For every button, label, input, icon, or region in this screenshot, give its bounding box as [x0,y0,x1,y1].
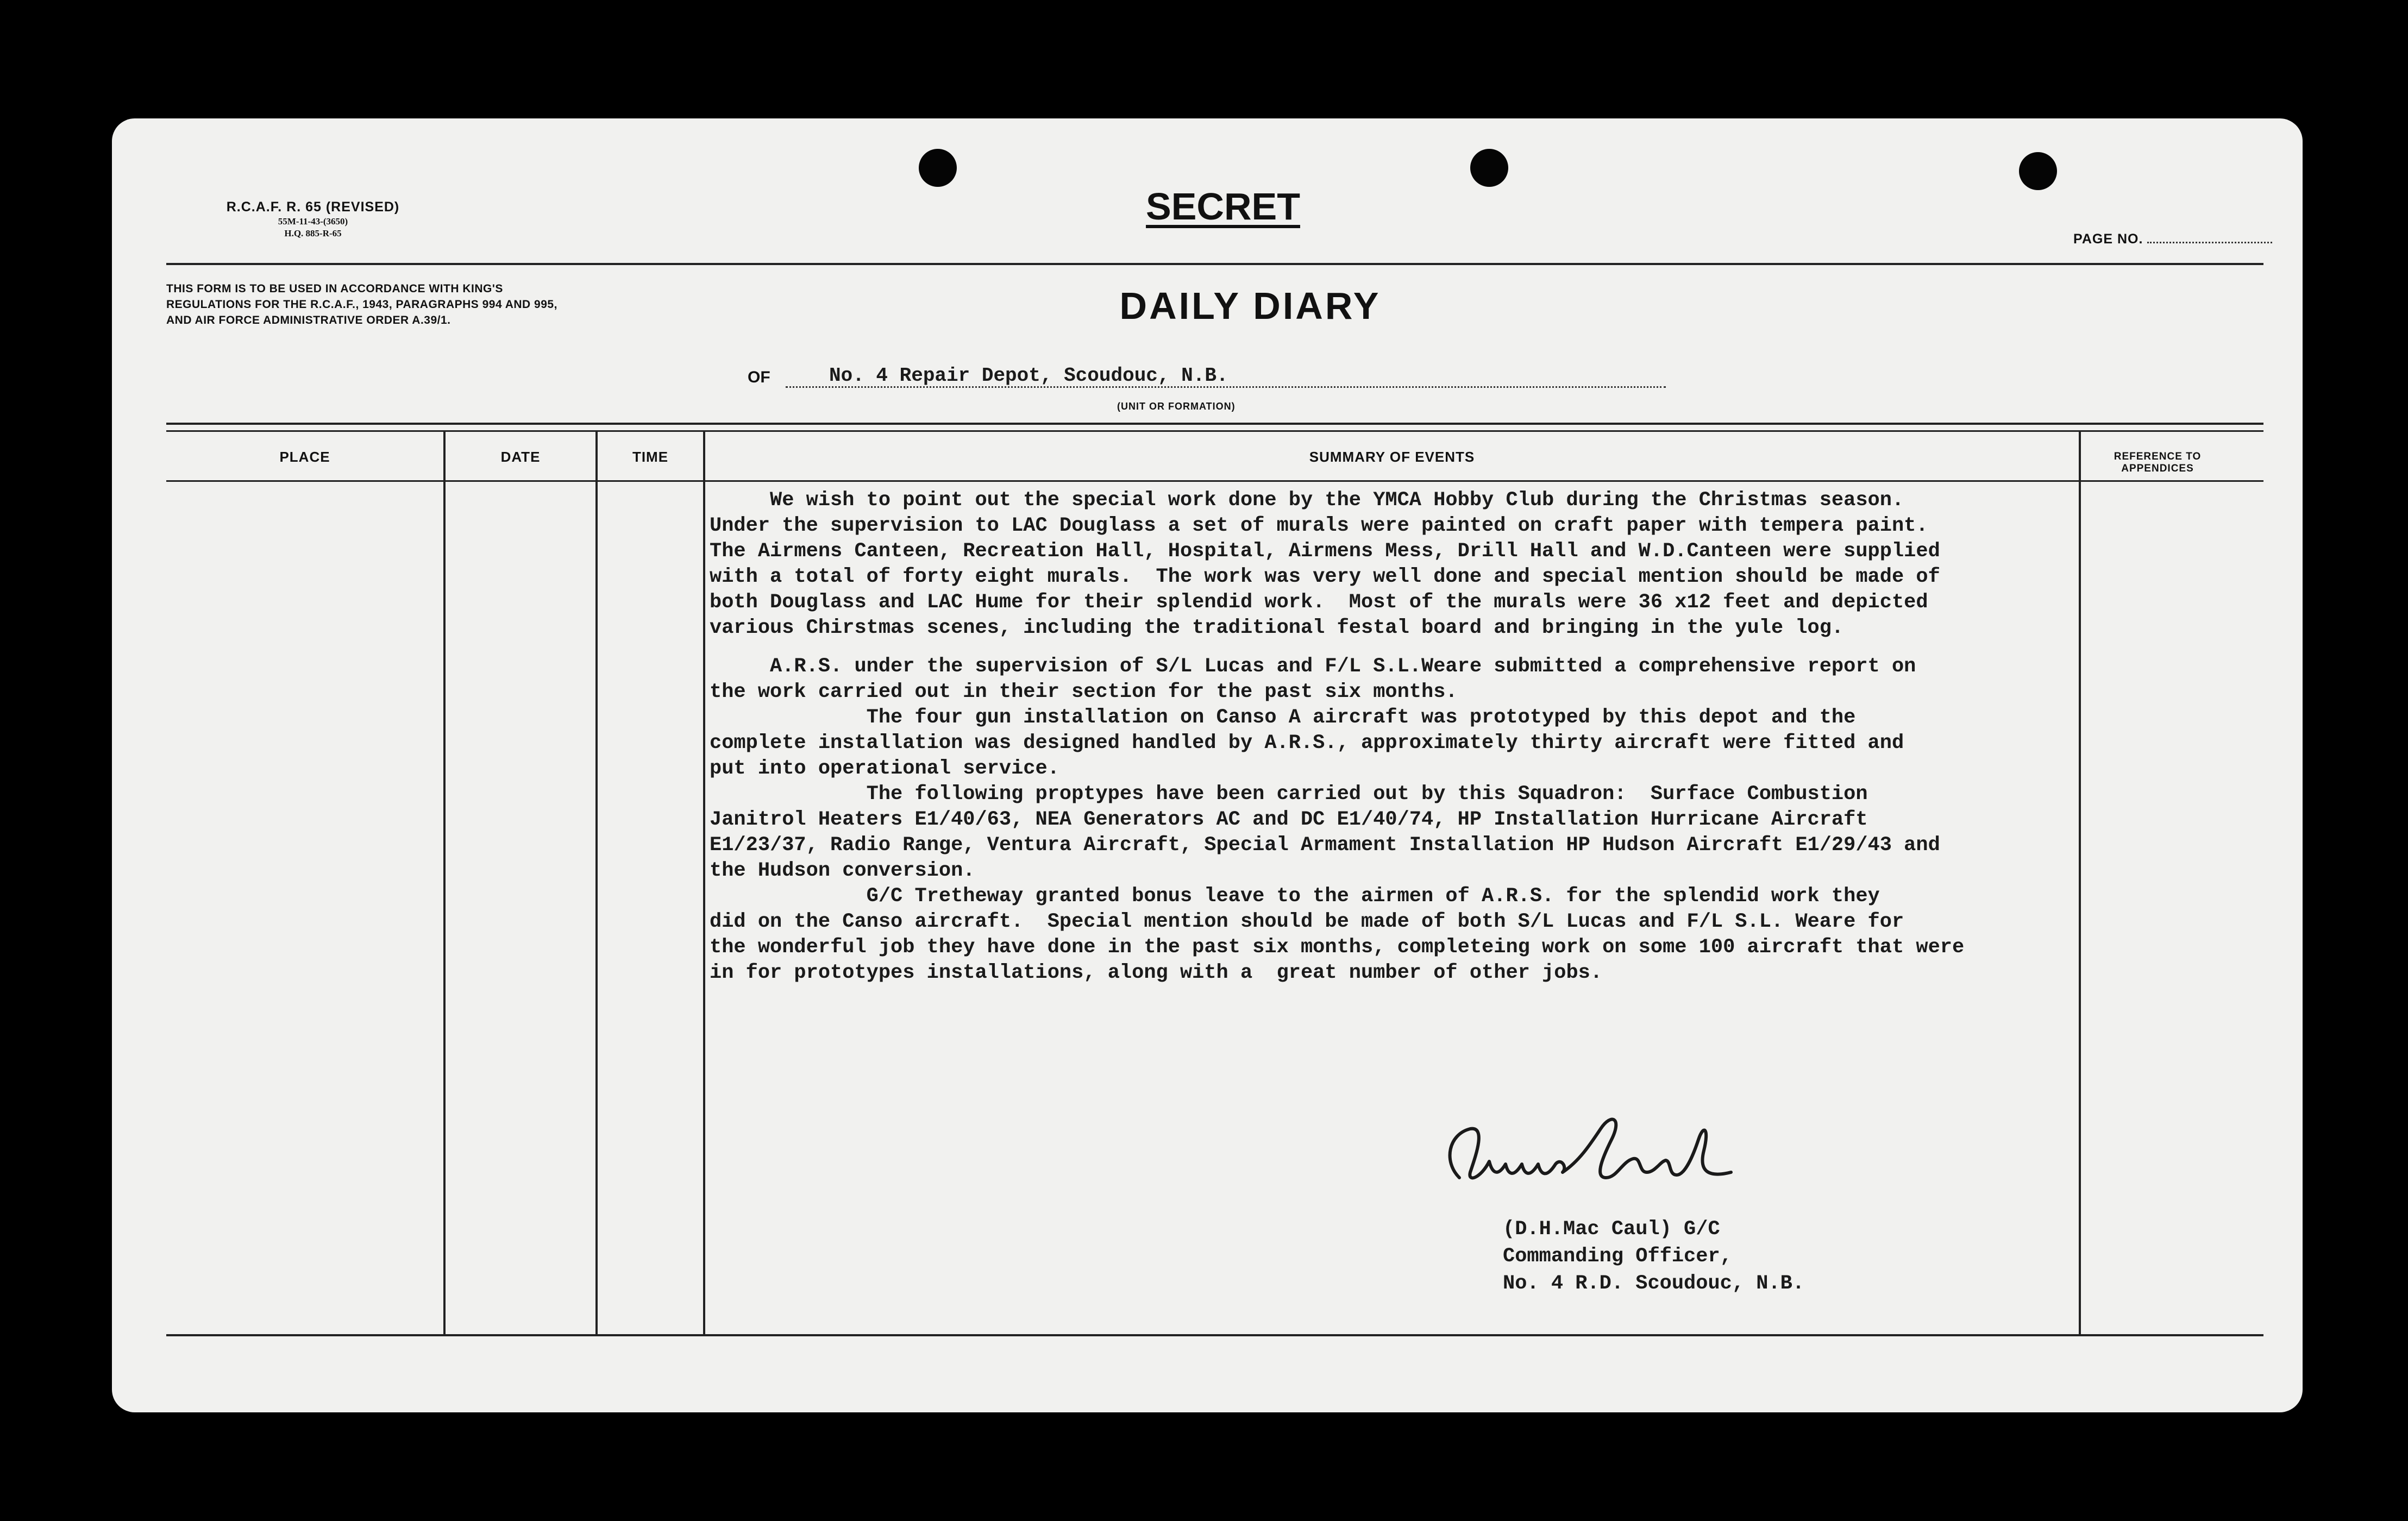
punch-hole [919,149,957,187]
summary-line: Under the supervision to LAC Douglass a set of murals were painted on craft paper with tempera paint. [710,514,1928,537]
summary-line: Janitrol Heaters E1/40/63, NEA Generators AC and DC E1/40/74, HP Installation Hurricane Aircraft [710,808,1868,831]
print-code: 55M-11-43-(3650) [278,216,348,227]
punch-hole [2019,152,2057,190]
page-title: DAILY DIARY [1119,285,1381,327]
column-rule [595,432,598,1334]
summary-line: in for prototypes installations, along with a great number of other jobs. [710,961,1603,984]
form-instructions: THIS FORM IS TO BE USED IN ACCORDANCE WITH KING'S REGULATIONS FOR THE R.C.A.F., 1943, PARAGRAPHS 994 AND 995, AND AIR FORCE ADMINISTRATIVE ORDER A.39/1. [166,282,557,326]
summary-line: did on the Canso aircraft. Special mention should be made of both S/L Lucas and F/L S.L. Weare for [710,910,1904,933]
summary-line: G/C Tretheway granted bonus leave to the airmen of A.R.S. for the splendid work they [710,885,1880,908]
column-header-date: DATE [500,449,541,465]
summary-line: The Airmens Canteen, Recreation Hall, Hospital, Airmens Mess, Drill Hall and W.D.Canteen were supplied [710,540,1940,563]
diary-sheet [112,118,2303,1412]
summary-line: put into operational service. [710,757,1059,780]
divider [166,480,2263,482]
summary-of-events [710,488,2204,986]
page-number-blank [2147,232,2272,243]
signatory-unit: No. 4 R.D. Scoudouc, N.B. [1503,1272,1805,1295]
divider [166,263,2263,265]
signatory-title: Commanding Officer, [1503,1245,1732,1268]
summary-line: The following proptypes have been carried out by this Squadron: Surface Combustion [710,783,1868,806]
signatory-name: (D.H.Mac Caul) G/C [1503,1218,1720,1241]
handwritten-signature [1438,1096,1764,1216]
column-header-references: REFERENCE TO APPENDICES [2114,451,2202,474]
summary-line: the Hudson conversion. [710,859,975,882]
of-label: OF [748,368,770,386]
form-number: R.C.A.F. R. 65 (REVISED) [226,199,400,215]
summary-line: with a total of forty eight murals. The work was very well done and special mention should be made of [710,565,1940,588]
summary-line: the work carried out in their section for the past six months. [710,681,1458,703]
signature-block [1503,1216,1804,1297]
unit-field: No. 4 Repair Depot, Scoudouc, N.B. [786,364,1666,388]
divider [166,1334,2263,1336]
divider [166,430,2263,432]
column-header-summary: SUMMARY OF EVENTS [1309,449,1475,465]
punch-hole [1470,149,1508,187]
form-identifier [183,199,443,239]
summary-line: E1/23/37, Radio Range, Ventura Aircraft, Special Armament Installation HP Hudson Aircraft E1/29/43 and [710,834,1940,857]
column-header-place: PLACE [279,449,330,465]
classification-heading: SECRET [1146,185,1300,228]
summary-line: the wonderful job they have done in the past six months, completeing work on some 100 aircraft that were [710,936,1965,959]
hq-code: H.Q. 885-R-65 [284,228,342,238]
summary-line: various Chirstmas scenes, including the traditional festal board and bringing in the yule log. [710,617,1844,639]
summary-line: We wish to point out the special work done by the YMCA Hobby Club during the Christmas season. [710,489,1904,512]
divider [166,423,2263,425]
column-rule [703,432,705,1334]
column-rule [443,432,446,1334]
summary-line: both Douglass and LAC Hume for their splendid work. Most of the murals were 36 x12 feet and depicted [710,591,1928,614]
summary-line: A.R.S. under the supervision of S/L Lucas and F/L S.L.Weare submitted a comprehensive report on [710,655,1916,678]
summary-line: complete installation was designed handled by A.R.S., approximately thirty aircraft were fitted and [710,732,1904,755]
column-header-time: TIME [632,449,669,465]
page-number-label: PAGE NO. [2073,231,2143,247]
unit-caption: (UNIT OR FORMATION) [1117,401,1236,412]
summary-line: The four gun installation on Canso A aircraft was prototyped by this depot and the [710,706,1856,729]
page-number-field [2073,231,2272,247]
